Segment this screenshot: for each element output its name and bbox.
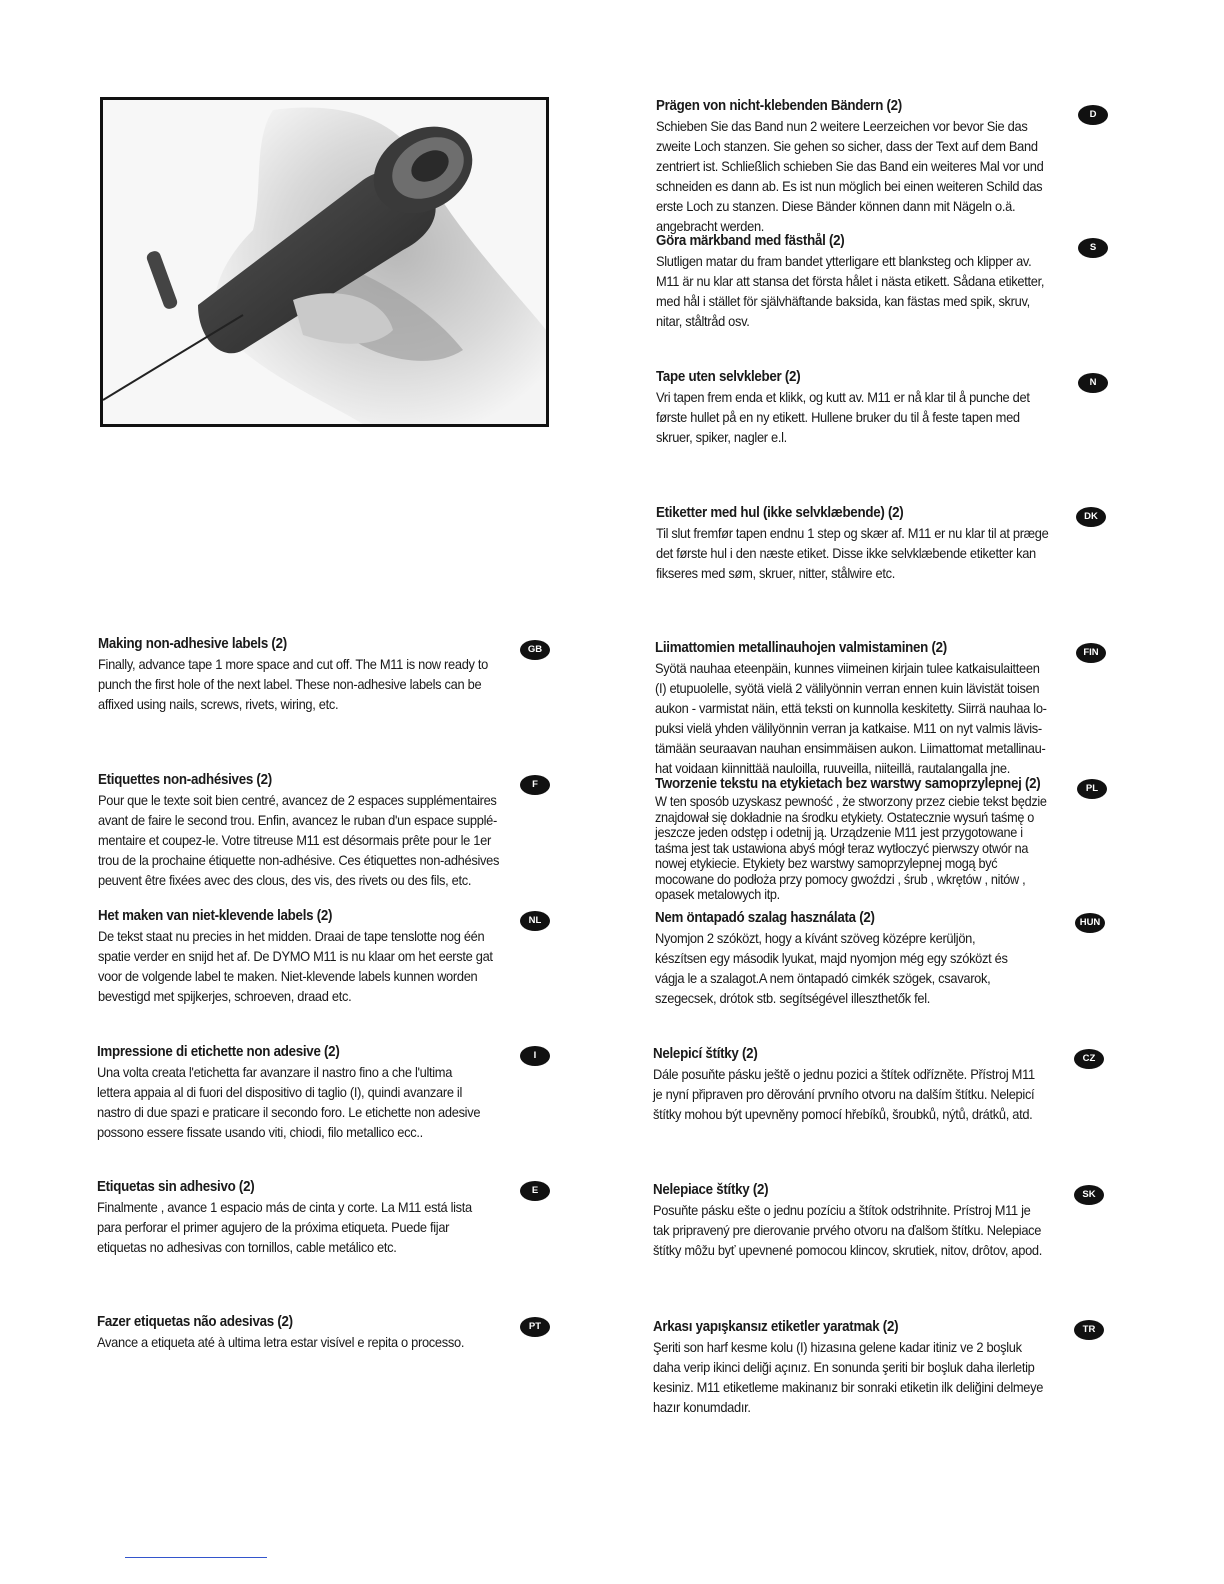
section-body: Una volta creata l'etichetta far avanzare il nastro fino a che l'ultima lettera appaia al di fuori del dispositivo di taglio (I), quindi avanzare il nastro di due spazi e praticare il secondo foro. Le etichette non adesive possono essere fissate usando viti, chiodi, filo metallico ecc.. — [97, 1064, 481, 1140]
section-title: Het maken van niet-klevende labels (2) — [98, 908, 333, 924]
language-badge-d: D — [1078, 105, 1108, 125]
section-d — [656, 98, 1101, 236]
section-n — [656, 369, 1101, 447]
section-s — [656, 233, 1101, 331]
language-badge-gb: GB — [520, 640, 550, 660]
section-fin — [655, 640, 1100, 778]
section-body: Syötä nauhaa eteenpäin, kunnes viimeinen kirjain tulee katkaisulaitteen (I) etupuolelle, syötä vielä 2 välilyönnin verran ennen kuin lävistät toisen aukon - varmistat näin, että teksti on kunnolla keskitetty. Siirrä nauhaa lo- puksi vielä yhden välilyönnin verran ja katkaise. M11 on nyt valmis lävis- tämään seuraavan nauhan ensimmäisen aukon. Liimattomat metallinau- hat voidaan kiinnittää nauloilla, ruuveilla, niiteillä, rautalangalla jne. — [655, 660, 1047, 776]
section-body: Şeriti son harf kesme kolu (I) hizasına gelene kadar itiniz ve 2 boşluk daha verip ikinci deliği açınız. En sonunda şeriti bir boşluk daha ilerletip kesiniz. M11 etiketleme makinanız bir sonraki etiketin ilk deliğini delmeye hazır konumdadır. — [653, 1339, 1044, 1415]
section-body: Vri tapen frem enda et klikk, og kutt av. M11 er nå klar til å punche det første hullet på en ny etikett. Hullene bruker du til å feste tapen med skruer, spiker, nagler e.l. — [656, 389, 1030, 445]
language-badge-s: S — [1078, 238, 1108, 258]
section-body: De tekst staat nu precies in het midden. Draai de tape tenslotte nog één spatie verder en snijd het af. De DYMO M11 is nu klaar om het eerste gat voor de volgende label te maken. Niet-klevende labels kunnen worden bevestigd met spijkerjes, schroeven, draad etc. — [98, 928, 493, 1004]
section-hun — [655, 910, 1100, 1008]
section-title: Tape uten selvkleber (2) — [656, 369, 801, 385]
section-title: Göra märkband med fästhål (2) — [656, 233, 845, 249]
section-tr — [653, 1319, 1098, 1417]
language-badge-cz: CZ — [1074, 1049, 1104, 1069]
language-badge-fin: FIN — [1076, 643, 1106, 663]
section-body: Dále posuňte pásku ještě o jednu pozici a štítek odřízněte. Přístroj M11 je nyní připraven pro děrování prvního otvoru na dalším štítku. Nelepicí štítky mohou být upevněny pomocí hřebíků, šroubků, nýtů, drátků, atd. — [653, 1066, 1035, 1122]
section-sk — [653, 1182, 1098, 1260]
section-body: Finalmente , avance 1 espacio más de cinta y corte. La M11 está lista para perforar el primer agujero de la próxima etiqueta. Puede fijar etiquetas no adhesivas con tornillos, cable metálico etc. — [97, 1199, 472, 1255]
section-nl — [98, 908, 542, 1006]
section-title: Nelepicí štítky (2) — [653, 1046, 758, 1062]
language-badge-tr: TR — [1074, 1320, 1104, 1340]
section-title: Etiquetas sin adhesivo (2) — [97, 1179, 255, 1195]
section-pt — [97, 1314, 542, 1352]
label-maker-illustration — [103, 100, 546, 424]
section-title: Arkası yapışkansız etiketler yaratmak (2) — [653, 1319, 899, 1335]
language-badge-sk: SK — [1074, 1185, 1104, 1205]
section-body: W ten sposób uzyskasz pewność , że stworzony przez ciebie tekst będzie znajdował się dokładnie na środku etykiety. Ostatecznie wysuń taśmę o jeszcze jeden odstęp i odetnij ją. Urządzenie M11 jest przygotowane i taśma jest tak ustawiona abyś mógł teraz wytłoczyć pierwszy otwór na nowej etykiecie. Etykiety bez warstwy samoprzylepnej mogą być mocowane do podłoża przy pomocy gwoździ , śrub , wkrętów , nitów , opasek metalowych itp. — [655, 794, 1047, 902]
language-badge-e: E — [520, 1181, 550, 1201]
language-badge-hun: HUN — [1075, 913, 1105, 933]
section-body: Til slut fremfør tapen endnu 1 step og skær af. M11 er nu klar til at præge det første hul i den næste etiket. Disse ikke selvklæbende etiketter kan fikseres med søm, skruer, nitter, stålwire etc. — [656, 525, 1049, 581]
language-badge-nl: NL — [520, 911, 550, 931]
section-e — [97, 1179, 537, 1257]
section-title: Impressione di etichette non adesive (2) — [97, 1044, 340, 1060]
section-title: Etiquettes non-adhésives (2) — [98, 772, 272, 788]
section-gb — [98, 636, 543, 714]
section-body: Nyomjon 2 szóközt, hogy a kívánt szöveg középre kerüljön, készítsen egy második lyukat, majd nyomjon még egy szóközt és vágja le a szalagot.A nem öntapadó cimkék szögek, csavarok, szegecsek, drótok stb. segítségével illeszthetők fel. — [655, 930, 1008, 1006]
section-body: Posuňte pásku ešte o jednu pozíciu a štítok odstrihnite. Prístroj M11 je tak pripravený pre dierovanie prvého otvoru na ďalšom štítku. Nelepiace štítky môžu byť upevnené pomocou klincov, skrutiek, nitov, drôtov, apod. — [653, 1202, 1043, 1258]
language-badge-dk: DK — [1076, 507, 1106, 527]
section-cz — [653, 1046, 1098, 1124]
section-pl — [655, 776, 1100, 903]
section-body: Finally, advance tape 1 more space and cut off. The M11 is now ready to punch the first hole of the next label. These non-adhesive labels can be affixed using nails, screws, rivets, wiring, etc. — [98, 656, 489, 712]
footer-rule — [125, 1557, 267, 1558]
section-title: Fazer etiquetas não adesivas (2) — [97, 1314, 293, 1330]
section-title: Liimattomien metallinauhojen valmistaminen (2) — [655, 640, 947, 656]
language-badge-pt: PT — [520, 1317, 550, 1337]
section-body: Avance a etiqueta até à ultima letra estar visível e repita o processo. — [97, 1334, 465, 1350]
section-body: Slutligen matar du fram bandet ytterligare ett blanksteg och klipper av. M11 är nu klar att stansa det första hålet i nästa etikett. Sådana etiketter, med hål i stället för självhäftande baksida, kan fästas med spik, skruv, nitar, ståltråd osv. — [656, 253, 1045, 329]
product-photo — [100, 97, 549, 427]
section-i — [97, 1044, 537, 1142]
section-title: Making non-adhesive labels (2) — [98, 636, 287, 652]
section-body: Schieben Sie das Band nun 2 weitere Leerzeichen vor bevor Sie das zweite Loch stanzen. Sie gehen so sicher, dass der Text auf dem Band zentriert ist. Schließlich schieben Sie das Band ein weiteres Mal vor und schneiden es dann ab. Es ist nun möglich bei einen weiteren Schild das erste Loch zu stanzen. Diese Bänder können dann mit Nägeln o.ä. angebracht werden. — [656, 118, 1044, 234]
section-f — [98, 772, 538, 890]
section-title: Nem öntapadó szalag használata (2) — [655, 910, 875, 926]
section-title: Tworzenie tekstu na etykietach bez warstwy samoprzylepnej (2) — [655, 776, 1041, 792]
section-title: Prägen von nicht-klebenden Bändern (2) — [656, 98, 902, 114]
language-badge-pl: PL — [1077, 779, 1107, 799]
section-dk — [656, 505, 1101, 583]
section-title: Etiketter med hul (ikke selvklæbende) (2) — [656, 505, 904, 521]
section-body: Pour que le texte soit bien centré, avancez de 2 espaces supplémentaires avant de faire le second trou. Enfin, avancez le ruban d'un espace supplé- mentaire et coupez-le. Votre titreuse M11 est désormais prête pour le 1er trou de la prochaine étiquette non-adhésive. Ces étiquettes non-adhésives peuvent être fixées avec des clous, des vis, des rivets ou des fils, etc. — [98, 792, 500, 888]
section-title: Nelepiace štítky (2) — [653, 1182, 769, 1198]
language-badge-n: N — [1078, 373, 1108, 393]
language-badge-f: F — [520, 775, 550, 795]
language-badge-i: I — [520, 1046, 550, 1066]
